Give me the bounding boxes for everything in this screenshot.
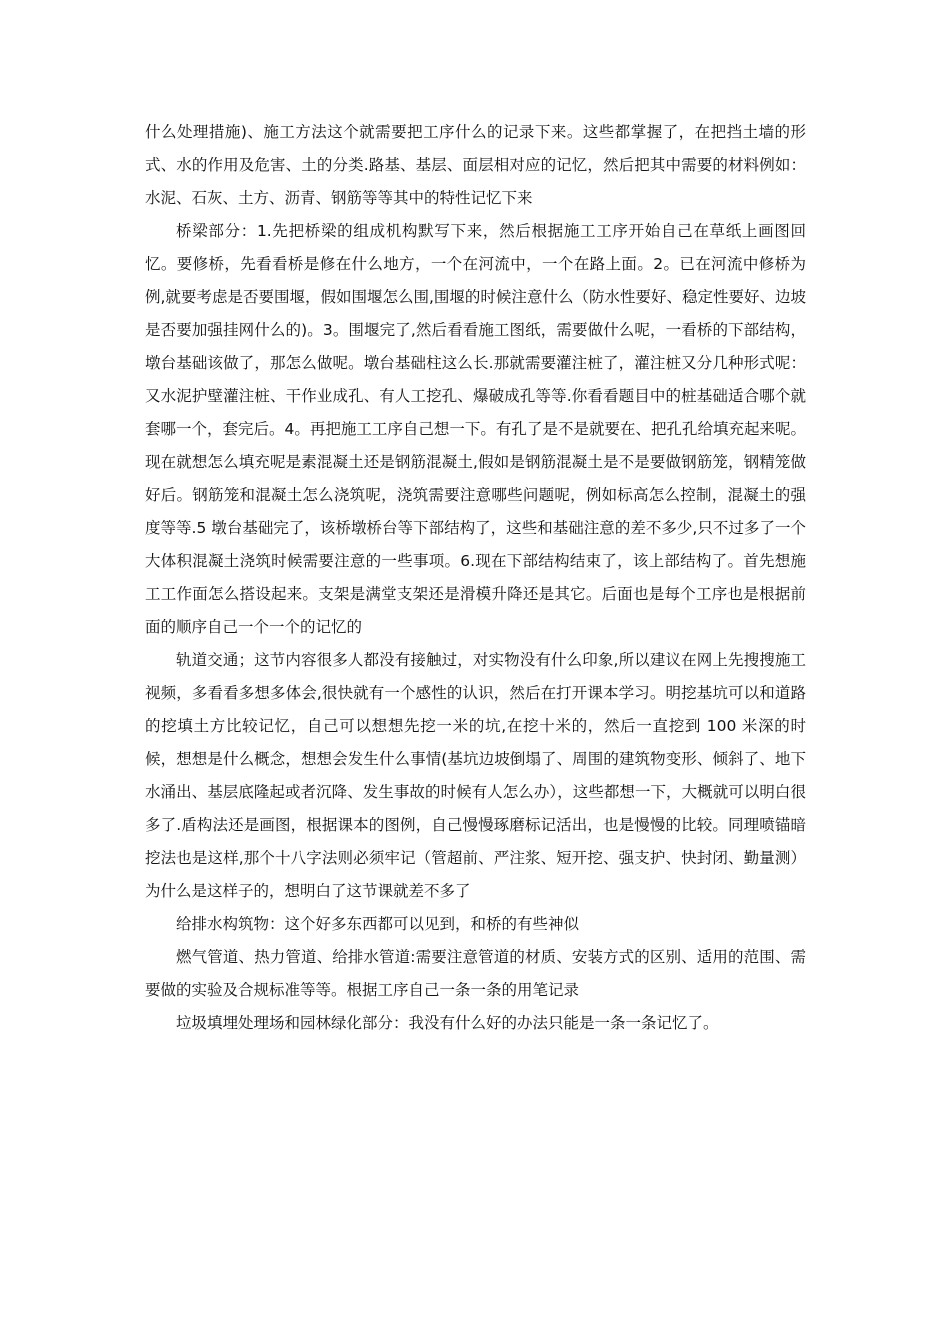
document-body xyxy=(145,116,806,1040)
paragraph-pipelines-section: 燃气管道、热力管道、给排水管道:需要注意管道的材质、安装方式的区别、适用的范围、需要做的实验及合规标准等等。根据工序自己一条一条的用笔记录 xyxy=(145,948,806,999)
paragraph-landfill-landscaping-section: 垃圾填埋处理场和园林绿化部分：我没有什么好的办法只能是一条一条记忆了。 xyxy=(176,1014,719,1032)
paragraph-water-structures-section: 给排水构筑物：这个好多东西都可以见到，和桥的有些神似 xyxy=(176,915,580,933)
paragraph-bridge-section: 桥梁部分：1.先把桥梁的组成机构默写下来，然后根据施工工序开始自己在草纸上画图回忆。要修桥，先看看桥是修在什么地方，一个在河流中，一个在路上面。2。已在河流中修桥为例,就要考虑是否要围堰，假如围堰怎么围,围堰的时候注意什么（防水性要好、稳定性要好、边坡是否要加强挂网什么的)。3。围堰完了,然后看看施工图纸，需要做什么呢，一看桥的下部结构，墩台基础该做了，那怎么做呢。墩台基础柱这么长.那就需要灌注桩了，灌注桩又分几种形式呢：又水泥护壁灌注桩、干作业成孔、有人工挖孔、爆破成孔等等.你看看题目中的桩基础适合哪个就套哪一个，套完后。4。再把施工工序自己想一下。有孔了是不是就要在、把孔孔给填充起来呢。现在就想怎么填充呢是素混凝土还是钢筋混凝土,假如是钢筋混凝土是不是要做钢筋笼，钢精笼做好后。钢筋笼和混凝土怎么浇筑呢，浇筑需要注意哪些问题呢，例如标高怎么控制，混凝土的强度等等.5 墩台基础完了，该桥墩桥台等下部结构了，这些和基础注意的差不多少,只不过多了一个大体积混凝土浇筑时候需要注意的一些事项。6.现在下部结构结束了，该上部结构了。首先想施工工作面怎么搭设起来。支架是满堂支架还是滑模升降还是其它。后面也是每个工序也是根据前面的顺序自己一个一个的记忆的 xyxy=(145,222,806,636)
paragraph-rail-transit-section: 轨道交通；这节内容很多人都没有接触过，对实物没有什么印象,所以建议在网上先搜搜施工视频，多看看多想多体会,很快就有一个感性的认识，然后在打开课本学习。明挖基坑可以和道路的挖填土方比较记忆，自己可以想想先挖一米的坑,在挖十米的，然后一直挖到 100 米深的时候，想想是什么概念，想想会发生什么事情(基坑边坡倒塌了、周围的建筑物变形、倾斜了、地下水涌出、基层底隆起或者沉降、发生事故的时候有人怎么办），这些都想一下，大概就可以明白很多了.盾构法还是画图，根据课本的图例，自己慢慢琢磨标记活出，也是慢慢的比较。同理喷锚暗挖法也是这样,那个十八字法则必须牢记（管超前、严注浆、短开挖、强支护、快封闭、勤量测）为什么是这样子的，想明白了这节课就差不多了 xyxy=(145,651,806,900)
paragraph-roadbed-summary: 什么处理措施)、施工方法这个就需要把工序什么的记录下来。这些都掌握了，在把挡土墙的形式、水的作用及危害、土的分类.路基、基层、面层相对应的记忆，然后把其中需要的材料例如：水泥、石灰、土方、沥青、钢筋等等其中的特性记忆下来 xyxy=(145,123,806,207)
